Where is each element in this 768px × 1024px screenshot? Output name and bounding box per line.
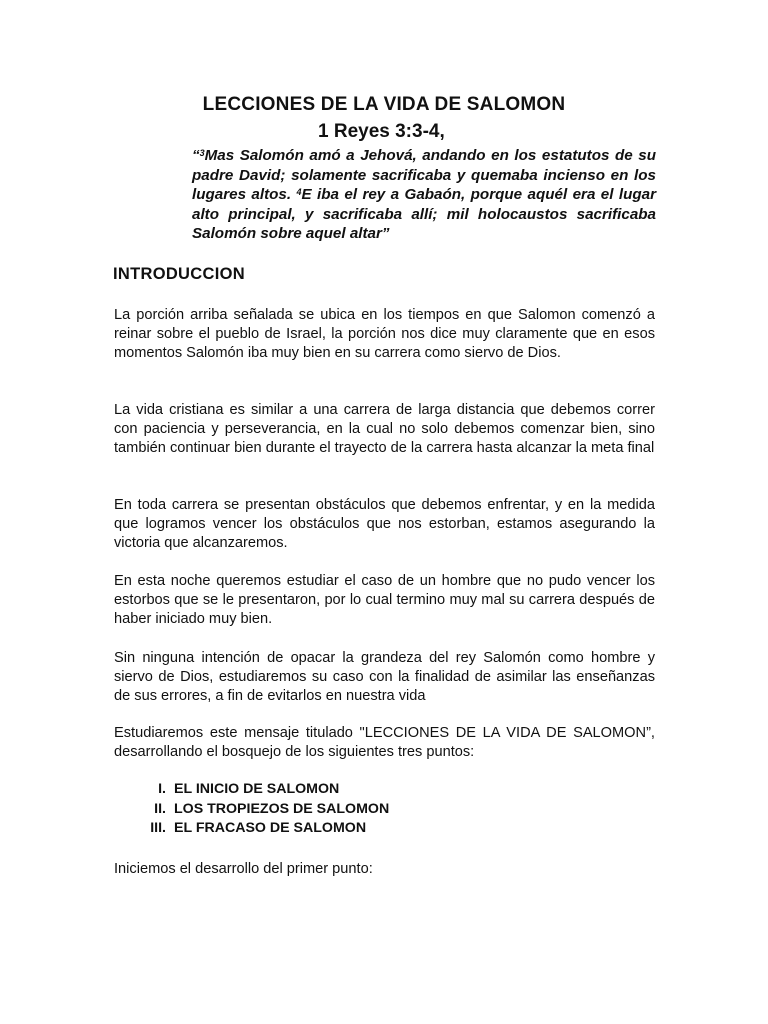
- document-title: LECCIONES DE LA VIDA DE SALOMON: [202, 94, 566, 115]
- section-heading-introduccion: INTRODUCCION: [113, 265, 245, 283]
- paragraph-5: Sin ninguna intención de opacar la grandeza del rey Salomón como hombre y siervo de Dios, estudiaremos su caso con la finalidad de asimilar las enseñanzas de sus errores, a fin de evitarlos en nuestra vida: [114, 650, 655, 704]
- closing-paragraph: Iniciemos el desarrollo del primer punto:: [114, 861, 373, 877]
- point-label: EL FRACASO DE SALOMON: [174, 820, 367, 836]
- outline-points-list: [120, 780, 389, 839]
- outline-point: [120, 800, 389, 820]
- paragraph-3: En toda carrera se presentan obstáculos que debemos enfrentar, y en la medida que logramos vencer los obstáculos que nos estorban, estamos asegurando la victoria que alcanzaremos.: [114, 497, 655, 551]
- point-label: LOS TROPIEZOS DE SALOMON: [174, 800, 390, 817]
- point-number: III.: [150, 820, 166, 836]
- verse-4-text: E iba el rey a Gabaón, porque aquél era el lugar alto principal, y sacrificaba allí; mil holocaustos sacrificaba Salomón sobre aquel altar: [192, 186, 656, 243]
- verse-3-text: Mas Salomón amó a Jehová, andando en los estatutos de su padre David; solamente sacrificaba y quemaba incienso en los lugares altos.: [192, 147, 656, 204]
- outline-point: [120, 780, 389, 800]
- quote-open-mark: “: [192, 147, 200, 164]
- verse-number-3: 3: [199, 148, 205, 158]
- point-number: I.: [158, 781, 166, 797]
- paragraph-4: En esta noche queremos estudiar el caso de un hombre que no pudo vencer los estorbos que se le presentaron, por lo cual termino muy mal su carrera después de haber iniciado muy bien.: [114, 573, 655, 627]
- point-label: EL INICIO DE SALOMON: [174, 781, 340, 797]
- paragraph-6: Estudiaremos este mensaje titulado "LECCIONES DE LA VIDA DE SALOMON”, desarrollando el bosquejo de los siguientes tres puntos:: [114, 725, 655, 760]
- scripture-quote: [192, 146, 656, 244]
- quote-close-mark: ”: [381, 225, 390, 243]
- point-number: II.: [154, 800, 166, 817]
- paragraph-1: La porción arriba señalada se ubica en los tiempos en que Salomon comenzó a reinar sobre el pueblo de Israel, la porción nos dice muy claramente que en esos momentos Salomón iba muy bien en su carrera como siervo de Dios.: [114, 307, 655, 361]
- paragraph-2: La vida cristiana es similar a una carrera de larga distancia que debemos correr con paciencia y perseverancia, en la cual no solo debemos comenzar bien, sino también continuar bien durante el trayecto de la carrera hasta alcanzar la meta final: [114, 402, 655, 456]
- scripture-reference: 1 Reyes 3:3-4,: [318, 121, 445, 142]
- verse-number-4: 4: [296, 187, 302, 198]
- outline-point: [120, 819, 389, 839]
